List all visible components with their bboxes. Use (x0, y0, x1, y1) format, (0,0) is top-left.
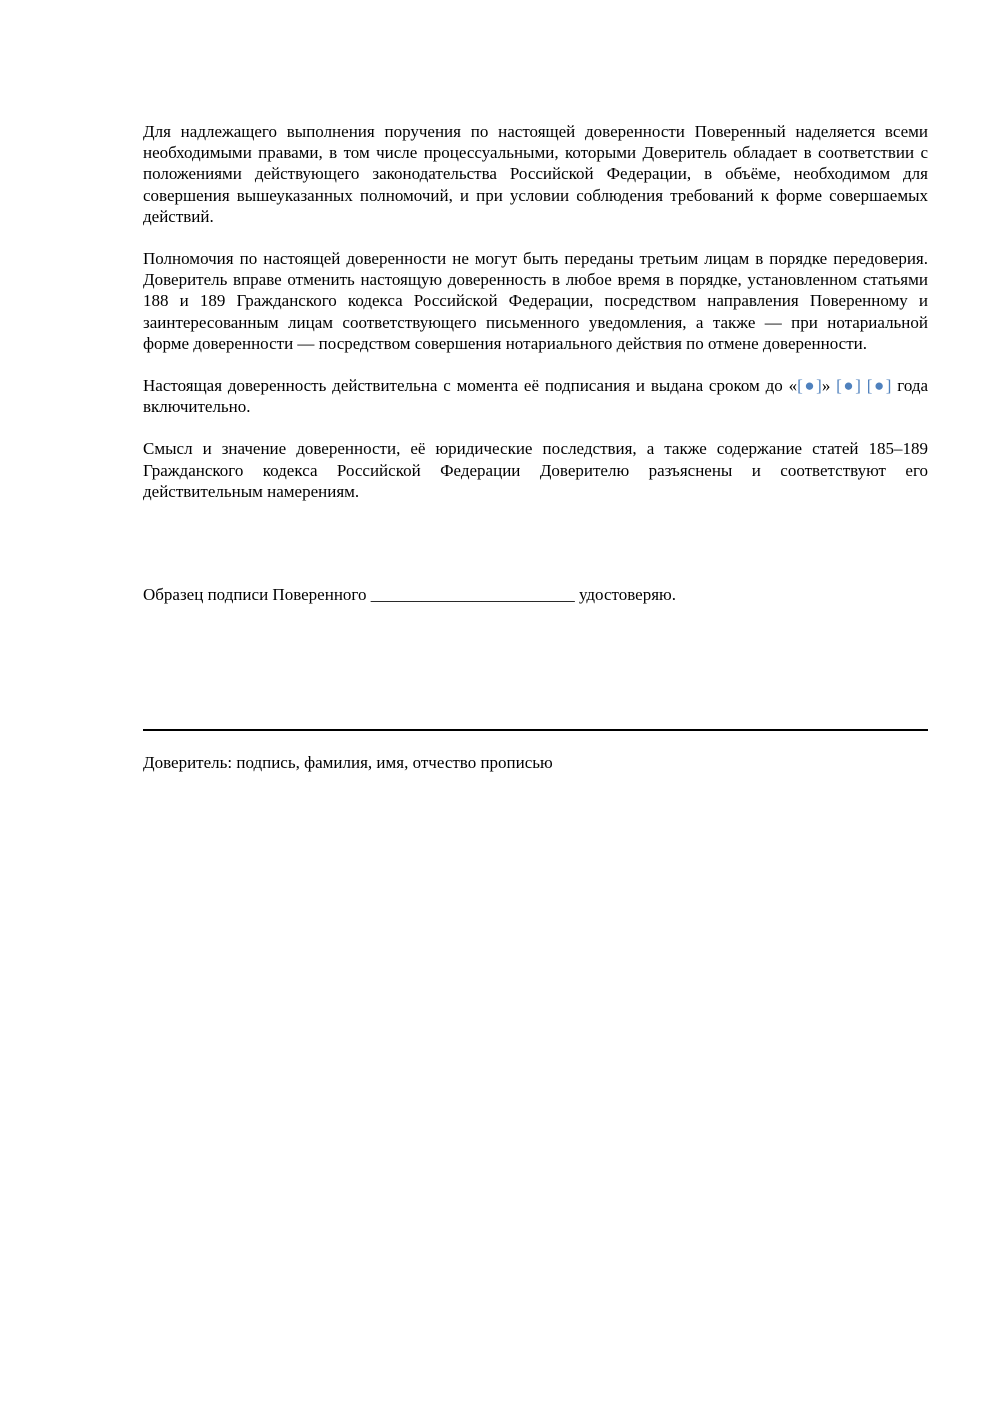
signature-sample-line (143, 584, 928, 605)
day-placeholder: [●] (797, 376, 822, 396)
paragraph-validity (143, 375, 928, 417)
signature-sample-blank: ________________________ (370, 585, 575, 604)
document-body (143, 121, 928, 502)
validity-suffix: года включительно. (143, 376, 929, 417)
quote-close: » (821, 376, 831, 396)
paragraph-acknowledgement: Смысл и значение доверенности, её юридические последствия, а также содержание статей 185–189 Гражданского кодекса Российской Федерации Доверителю разъяснены и соответствуют его действительным намерениям. (143, 439, 928, 501)
grantor-signature-line (143, 729, 928, 731)
month-placeholder: [●] (836, 376, 861, 396)
signature-sample-suffix: удостоверяю. (578, 585, 676, 604)
paragraph-revocation: Полномочия по настоящей доверенности не могут быть переданы третьим лицам в порядке передоверия. Доверитель вправе отменить настоящую доверенность в любое время в порядке, установленном статьями 188 и 189 Гражданского кодекса Российской Федерации, посредством направления Поверенному и заинтересованным лицам соответствующего письменного уведомления, а также — при нотариальной форме доверенности — посредством совершения нотариального действия по отмене доверенности. (143, 249, 928, 353)
paragraph-powers: Для надлежащего выполнения поручения по настоящей доверенности Поверенный наделяется всеми необходимыми правами, в том числе процессуальными, которыми Доверитель обладает в соответствии с положениями действующего законодательства Российской Федерации, в объёме, необходимом для совершения вышеуказанных полномочий, и при условии соблюдения требований к форме совершаемых действий. (143, 122, 928, 226)
grantor-signature-caption: Доверитель: подпись, фамилия, имя, отчество прописью (143, 753, 553, 772)
signature-sample-label: Образец подписи Поверенного (143, 585, 367, 604)
year-placeholder: [●] (866, 376, 892, 396)
validity-prefix: Настоящая доверенность действительна с момента её подписания и выдана сроком до « (143, 376, 798, 396)
